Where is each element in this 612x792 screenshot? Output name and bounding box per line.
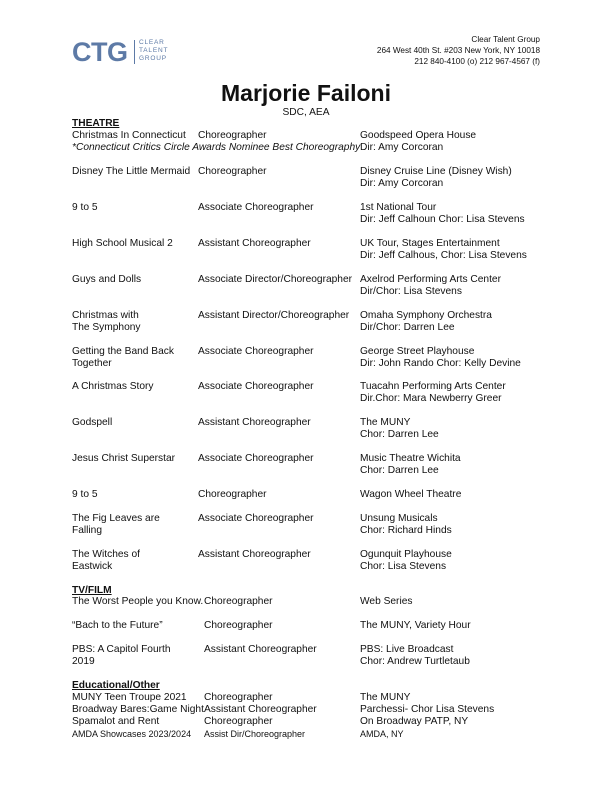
credit-show: 9 to 5: [72, 489, 98, 500]
logo-sub-line: GROUP: [139, 55, 167, 62]
credit-venue: Web Series: [360, 596, 413, 607]
credit-show-cont: Falling: [72, 525, 103, 536]
credit-show: Disney The Little Mermaid: [72, 166, 191, 177]
credit-role: Choreographer: [198, 130, 267, 141]
credit-role: Associate Choreographer: [198, 202, 314, 213]
credit-role: Choreographer: [204, 620, 273, 631]
credit-role: Associate Choreographer: [198, 346, 314, 357]
credit-show: Broadway Bares:Game Night: [72, 704, 204, 715]
credit-venue: Disney Cruise Line (Disney Wish): [360, 166, 512, 177]
credit-venue: Tuacahn Performing Arts Center: [360, 381, 506, 392]
credit-role: Associate Choreographer: [198, 453, 314, 464]
logo-mark: CTG: [72, 37, 128, 67]
credit-venue: Axelrod Performing Arts Center: [360, 274, 501, 285]
resume-name: Marjorie Failoni: [221, 80, 391, 106]
credit-venue: Unsung Musicals: [360, 513, 438, 524]
section-heading-theatre: THEATRE: [72, 118, 120, 129]
credit-role: Associate Choreographer: [198, 381, 314, 392]
credit-role: Associate Director/Choreographer: [198, 274, 353, 285]
credit-venue: The MUNY: [360, 692, 411, 703]
logo-sub-line: CLEAR: [139, 39, 165, 46]
credit-role: Assistant Choreographer: [198, 417, 311, 428]
credit-role: Assistant Choreographer: [204, 644, 317, 655]
credit-director: Dir: Jeff Calhous, Chor: Lisa Stevens: [360, 250, 527, 261]
credit-show-cont: Eastwick: [72, 561, 113, 572]
credit-show: “Bach to the Future”: [72, 620, 163, 631]
credit-show: The Worst People you Know.: [72, 596, 204, 607]
credit-venue: Ogunquit Playhouse: [360, 549, 452, 560]
credit-role: Choreographer: [204, 716, 273, 727]
credit-show: Guys and Dolls: [72, 274, 142, 285]
credit-venue: Parchessi- Chor Lisa Stevens: [360, 704, 495, 715]
credit-show: The Fig Leaves are: [72, 513, 160, 524]
credit-role: Associate Choreographer: [198, 513, 314, 524]
credit-venue: The MUNY: [360, 417, 411, 428]
logo-sub-line: TALENT: [139, 47, 169, 54]
credit-show: PBS: A Capitol Fourth: [72, 644, 171, 655]
credit-venue: George Street Playhouse: [360, 346, 475, 357]
award-note: *Connecticut Critics Circle Awards Nominee Best Choreography: [72, 142, 361, 153]
credit-venue: AMDA, NY: [360, 729, 404, 739]
credit-director: Chor: Andrew Turtletaub: [360, 656, 470, 667]
credit-director: Dir: John Rando Chor: Kelly Devine: [360, 358, 521, 369]
credit-role: Assistant Choreographer: [204, 704, 317, 715]
credit-director: Dir.Chor: Mara Newberry Greer: [360, 393, 502, 404]
credit-director: Chor: Richard Hinds: [360, 525, 452, 536]
credit-venue: 1st National Tour: [360, 202, 437, 213]
credit-venue: UK Tour, Stages Entertainment: [360, 238, 500, 249]
credit-venue: PBS: Live Broadcast: [360, 644, 454, 655]
agency-name: Clear Talent Group: [471, 35, 540, 44]
credit-director: Chor: Darren Lee: [360, 429, 439, 440]
logo-subtext: [139, 39, 168, 63]
credit-show: Godspell: [72, 417, 113, 428]
credit-venue: The MUNY, Variety Hour: [360, 620, 471, 631]
credit-show: Christmas In Connecticut: [72, 130, 186, 141]
credit-role: Choreographer: [204, 692, 273, 703]
credit-venue: Music Theatre Wichita: [360, 453, 461, 464]
credit-show: A Christmas Story: [72, 381, 154, 392]
credit-director: Dir: Amy Corcoran: [360, 142, 444, 153]
credit-venue: Wagon Wheel Theatre: [360, 489, 462, 500]
credit-director: Chor: Darren Lee: [360, 465, 439, 476]
credit-show-cont: The Symphony: [72, 322, 141, 333]
credit-show: High School Musical 2: [72, 238, 173, 249]
credit-director: Dir: Jeff Calhoun Chor: Lisa Stevens: [360, 214, 525, 225]
credit-show: 9 to 5: [72, 202, 98, 213]
credit-director: Dir/Chor: Lisa Stevens: [360, 286, 462, 297]
credit-show: AMDA Showcases 2023/2024: [72, 729, 192, 739]
credit-venue: On Broadway PATP, NY: [360, 716, 469, 727]
section-heading-educational: Educational/Other: [72, 680, 160, 691]
credit-venue: Goodspeed Opera House: [360, 130, 477, 141]
credit-show-cont: 2019: [72, 656, 95, 667]
credit-show: Christmas with: [72, 310, 139, 321]
logo-divider: [134, 40, 135, 64]
credit-show: Spamalot and Rent: [72, 716, 160, 727]
credit-director: Dir/Chor: Darren Lee: [360, 322, 455, 333]
credit-role: Assistant Choreographer: [198, 238, 311, 249]
agency-logo: [72, 36, 182, 70]
credit-show: MUNY Teen Troupe 2021: [72, 692, 187, 703]
agency-contact: [377, 34, 540, 67]
credit-director: Dir: Amy Corcoran: [360, 178, 444, 189]
credit-role: Assistant Choreographer: [198, 549, 311, 560]
agency-phone: 212 840-4100 (o) 212 967-4567 (f): [414, 57, 540, 66]
credit-show: The Witches of: [72, 549, 140, 560]
credit-role: Assist Dir/Choreographer: [204, 729, 306, 739]
credit-venue: Omaha Symphony Orchestra: [360, 310, 492, 321]
union-affiliations: SDC, AEA: [282, 107, 330, 118]
section-heading-tvfilm: TV/FILM: [72, 585, 112, 596]
credit-show-cont: Together: [72, 358, 112, 369]
credit-role: Choreographer: [198, 166, 267, 177]
credit-role: Choreographer: [204, 596, 273, 607]
credit-role: Choreographer: [198, 489, 267, 500]
agency-address: 264 West 40th St. #203 New York, NY 10018: [376, 46, 540, 55]
credit-show: Getting the Band Back: [72, 346, 174, 357]
credit-show: Jesus Christ Superstar: [72, 453, 176, 464]
credit-director: Chor: Lisa Stevens: [360, 561, 447, 572]
credit-role: Assistant Director/Choreographer: [198, 310, 350, 321]
